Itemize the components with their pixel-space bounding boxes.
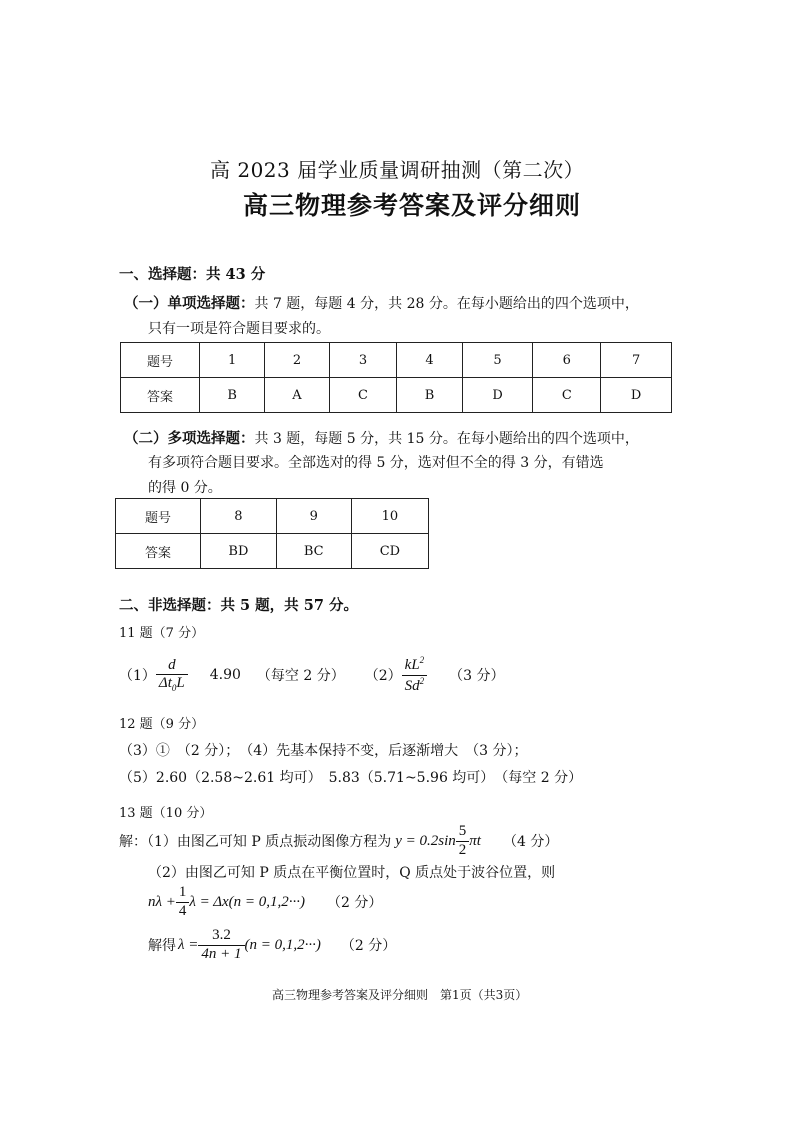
- answer-cell: BD: [201, 534, 277, 569]
- part2-intro: [124, 427, 639, 448]
- den-superscript: 2: [419, 675, 425, 686]
- question-number: 8: [201, 499, 277, 534]
- fraction-denominator: 2: [458, 841, 467, 858]
- answer-cell: D: [462, 378, 533, 413]
- q13-eq3-prefix: 解得: [148, 938, 176, 954]
- page-footer: 高三物理参考答案及评分细则 第1页（共3页）: [272, 988, 528, 1002]
- fraction-denominator: 4n + 1: [201, 945, 242, 962]
- q11-title: 11 题（7 分）: [119, 626, 205, 641]
- q13-line2: （2）由图乙可知 P 质点在平衡位置时，Q 质点处于波谷位置，则: [148, 865, 556, 881]
- q13-eq3: [148, 922, 396, 968]
- fraction-denominator: 4: [178, 902, 187, 919]
- multi-choice-table: [115, 498, 429, 569]
- q12-line2: （5）2.60（2.58~2.61 均可） 5.83（5.71~5.96 均可） （每空 2 分）: [119, 770, 583, 786]
- part1-desc-b: 只有一项是符合题目要求的。: [148, 321, 330, 337]
- question-number: 1: [200, 343, 265, 378]
- part2-desc-b: 有多项符合题目要求。全部选对的得 5 分，选对但不全的得 3 分，有错选: [148, 455, 604, 471]
- section1-heading: 一、选择题：共 43 分: [119, 266, 266, 283]
- q13-eq1-lhs: y = 0.2sin: [395, 832, 456, 849]
- den-part: L: [176, 674, 185, 691]
- answer-cell: B: [397, 378, 462, 413]
- question-number: 10: [351, 499, 428, 534]
- question-number: 7: [601, 343, 672, 378]
- question-number: 6: [533, 343, 601, 378]
- part2-label: （二）多项选择题：: [124, 430, 255, 447]
- q11-fraction-2: [402, 655, 428, 695]
- q13-eq3-tail: (n = 0,1,2···): [244, 936, 321, 953]
- q13-line1-text: 解：（1）由图乙可知 P 质点振动图像方程为: [119, 834, 392, 850]
- num-superscript: 2: [419, 655, 425, 666]
- row-header-question: 题号: [116, 499, 201, 534]
- fraction-numerator: [402, 655, 428, 675]
- q13-eq3-fraction: [198, 927, 244, 963]
- exam-title: 高 2023 届学业质量调研抽测（第二次）: [210, 158, 585, 182]
- doc-title: 高三物理参考答案及评分细则: [243, 191, 582, 220]
- q13-eq2-score: （2 分）: [327, 895, 383, 911]
- q12-line1: （3）① （2 分）； （4）先基本保持不变，后逐渐增大 （3 分）；: [119, 743, 528, 759]
- part2-desc-a: 共 3 题，每题 5 分，共 15 分。在每小题给出的四个选项中，: [254, 431, 639, 447]
- den-subscript: 0: [171, 682, 177, 693]
- fraction-numerator: 5: [456, 823, 470, 841]
- answer-cell: A: [265, 378, 329, 413]
- question-number: 9: [276, 499, 351, 534]
- row-header-answer: 答案: [116, 534, 201, 569]
- q11-note1: （每空 2 分）: [256, 668, 345, 684]
- question-number: 2: [265, 343, 329, 378]
- q13-eq2-b: λ = Δx(n = 0,1,2···): [189, 893, 306, 910]
- q12-title: 12 题（9 分）: [119, 717, 205, 732]
- q11-part2-label: （2）: [364, 668, 402, 684]
- q13-line1: [119, 818, 558, 864]
- row-header-question: 题号: [121, 343, 200, 378]
- question-number: 3: [329, 343, 397, 378]
- answer-cell: D: [601, 378, 672, 413]
- question-number: 4: [397, 343, 462, 378]
- q13-eq2-fraction: [176, 884, 190, 920]
- q13-eq3-lhs: λ =: [178, 936, 199, 953]
- den-part: Sd: [404, 677, 420, 694]
- q13-eq2-a: nλ +: [148, 893, 176, 910]
- answer-cell: C: [533, 378, 601, 413]
- table-row: [116, 534, 429, 569]
- part1-desc-a: 共 7 题，每题 4 分，共 28 分。在每小题给出的四个选项中，: [254, 296, 639, 312]
- num-part: kL: [404, 657, 420, 674]
- fraction-denominator: [402, 676, 428, 695]
- fraction-denominator: [156, 675, 188, 693]
- q11-part1-label: （1）: [119, 668, 156, 684]
- answer-cell: BC: [276, 534, 351, 569]
- table-row: [116, 499, 429, 534]
- q13-eq1-tail: πt: [469, 832, 481, 849]
- q11-note2: （3 分）: [449, 668, 505, 684]
- row-header-answer: 答案: [121, 378, 200, 413]
- question-number: 5: [462, 343, 533, 378]
- q13-title: 13 题（10 分）: [119, 806, 213, 821]
- fraction-numerator: d: [156, 657, 188, 675]
- q13-eq1-fraction: [456, 823, 470, 859]
- table-row: [121, 378, 672, 413]
- fraction-numerator: 3.2: [198, 927, 244, 945]
- q13-eq1-score: （4 分）: [502, 834, 559, 850]
- table-row: [121, 343, 672, 378]
- fraction-numerator: 1: [176, 884, 190, 902]
- single-choice-table: [120, 342, 672, 413]
- q11-answer-line: [119, 652, 505, 698]
- answer-cell: C: [329, 378, 397, 413]
- part2-desc-c: 的得 0 分。: [148, 480, 222, 496]
- part1-label: （一）单项选择题：: [124, 295, 255, 312]
- den-part: Δt: [158, 674, 172, 691]
- q13-eq2: [148, 880, 382, 924]
- part1-intro: [124, 292, 639, 313]
- answer-cell: CD: [351, 534, 428, 569]
- q13-eq3-score: （2 分）: [340, 938, 397, 954]
- section2-heading: 二、非选择题：共 5 题，共 57 分。: [119, 597, 358, 614]
- q11-value: 4.90: [209, 667, 241, 683]
- answer-cell: B: [200, 378, 265, 413]
- q11-fraction-1: [156, 657, 188, 694]
